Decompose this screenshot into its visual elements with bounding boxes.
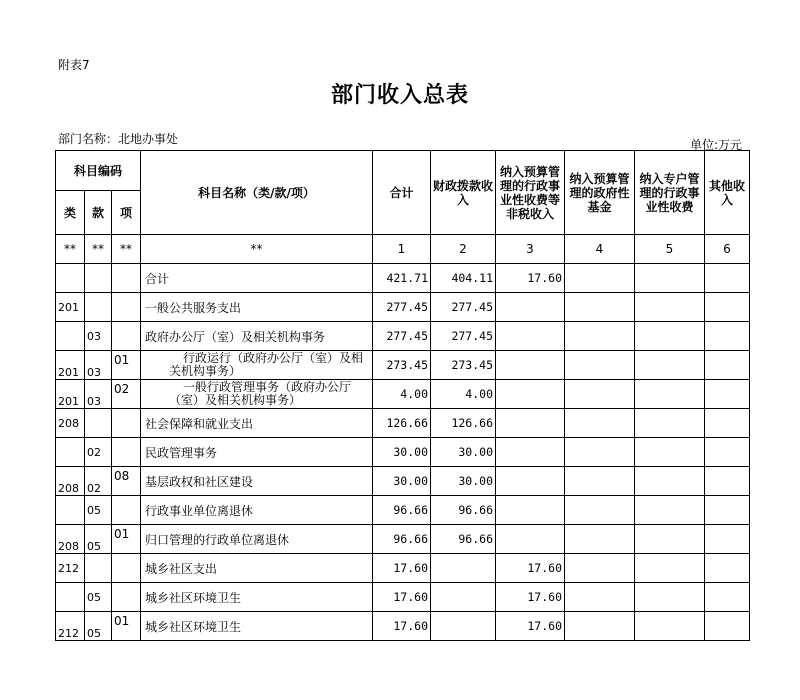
table-row — [56, 293, 750, 322]
cell-total: 30.00 — [373, 438, 431, 467]
cell-gov-fund — [565, 583, 635, 612]
cell-gov-fund — [565, 438, 635, 467]
cell-lei: 201 — [56, 293, 85, 322]
table-row — [56, 496, 750, 525]
cell-special-fee — [635, 612, 705, 641]
cell-special-fee — [635, 293, 705, 322]
cell-special-fee — [635, 554, 705, 583]
cell-total: 17.60 — [373, 554, 431, 583]
cell-other — [705, 554, 750, 583]
cell-other — [705, 496, 750, 525]
cell-xiang — [112, 322, 141, 351]
cell-fiscal — [431, 612, 496, 641]
header-admin-fee: 纳入预算管理的行政事业性收费等非税收入 — [496, 151, 565, 235]
cell-admin-fee: 17.60 — [496, 612, 565, 641]
cell-gov-fund — [565, 467, 635, 496]
cell-total: 30.00 — [373, 467, 431, 496]
cell-fiscal: 4.00 — [431, 380, 496, 409]
index-c5: 5 — [635, 235, 705, 264]
table-row — [56, 525, 750, 554]
cell-total: 277.45 — [373, 322, 431, 351]
table-row — [56, 264, 750, 293]
cell-lei — [56, 583, 85, 612]
report-title: 部门收入总表 — [330, 83, 469, 108]
cell-fiscal: 277.45 — [431, 293, 496, 322]
cell-fiscal — [431, 583, 496, 612]
cell-kuan: 05 — [85, 612, 112, 641]
index-kuan: ** — [85, 235, 112, 264]
department-name: 部门名称：北地办事处 — [58, 132, 179, 146]
cell-special-fee — [635, 496, 705, 525]
cell-gov-fund — [565, 322, 635, 351]
table-row — [56, 322, 750, 351]
cell-lei: 212 — [56, 612, 85, 641]
index-c3: 3 — [496, 235, 565, 264]
cell-total: 96.66 — [373, 525, 431, 554]
cell-gov-fund — [565, 525, 635, 554]
cell-gov-fund — [565, 380, 635, 409]
cell-subject-name: 政府办公厅（室）及相关机构事务 — [141, 322, 373, 351]
cell-subject-name: 归口管理的行政单位离退休 — [141, 525, 373, 554]
cell-kuan: 02 — [85, 438, 112, 467]
table-row — [56, 467, 750, 496]
cell-gov-fund — [565, 293, 635, 322]
header-subject-name: 科目名称（类/款/项） — [141, 151, 373, 235]
cell-lei: 208 — [56, 525, 85, 554]
cell-subject-name: 城乡社区支出 — [141, 554, 373, 583]
cell-admin-fee — [496, 322, 565, 351]
cell-lei — [56, 496, 85, 525]
table-row — [56, 583, 750, 612]
index-c4: 4 — [565, 235, 635, 264]
cell-other — [705, 467, 750, 496]
header-gov-fund: 纳入预算管理的政府性基金 — [565, 151, 635, 235]
cell-lei: 201 — [56, 380, 85, 409]
cell-other — [705, 409, 750, 438]
cell-lei: 212 — [56, 554, 85, 583]
cell-subject-name: 城乡社区环境卫生 — [141, 612, 373, 641]
cell-kuan — [85, 554, 112, 583]
cell-gov-fund — [565, 554, 635, 583]
cell-subject-name: 基层政权和社区建设 — [141, 467, 373, 496]
cell-subject-name: 合计 — [141, 264, 373, 293]
table-body — [56, 264, 750, 641]
header-total: 合计 — [373, 151, 431, 235]
cell-total: 421.71 — [373, 264, 431, 293]
cell-other — [705, 612, 750, 641]
cell-xiang — [112, 583, 141, 612]
cell-kuan: 05 — [85, 525, 112, 554]
table-row — [56, 409, 750, 438]
cell-xiang: 01 — [112, 525, 141, 554]
cell-xiang — [112, 496, 141, 525]
index-name: ** — [141, 235, 373, 264]
cell-xiang: 01 — [112, 612, 141, 641]
cell-fiscal: 96.66 — [431, 496, 496, 525]
cell-admin-fee: 17.60 — [496, 264, 565, 293]
cell-kuan: 03 — [85, 351, 112, 380]
cell-admin-fee — [496, 496, 565, 525]
cell-xiang: 02 — [112, 380, 141, 409]
cell-total: 277.45 — [373, 293, 431, 322]
cell-gov-fund — [565, 409, 635, 438]
header-kuan: 款 — [85, 191, 112, 235]
cell-kuan: 02 — [85, 467, 112, 496]
cell-lei — [56, 438, 85, 467]
cell-fiscal: 277.45 — [431, 322, 496, 351]
cell-xiang: 01 — [112, 351, 141, 380]
cell-admin-fee — [496, 438, 565, 467]
cell-subject-name: 社会保障和就业支出 — [141, 409, 373, 438]
cell-other — [705, 322, 750, 351]
cell-xiang — [112, 438, 141, 467]
table-row — [56, 612, 750, 641]
cell-total: 17.60 — [373, 612, 431, 641]
cell-subject-name: 行政事业单位离退休 — [141, 496, 373, 525]
attachment-label: 附表7 — [58, 58, 90, 72]
cell-total: 273.45 — [373, 351, 431, 380]
cell-fiscal: 273.45 — [431, 351, 496, 380]
index-lei: ** — [56, 235, 85, 264]
header-xiang: 项 — [112, 191, 141, 235]
cell-xiang — [112, 293, 141, 322]
index-c1: 1 — [373, 235, 431, 264]
table-row — [56, 438, 750, 467]
cell-xiang — [112, 409, 141, 438]
header-fiscal: 财政拨款收入 — [431, 151, 496, 235]
cell-lei — [56, 264, 85, 293]
cell-kuan: 05 — [85, 583, 112, 612]
header-other: 其他收入 — [705, 151, 750, 235]
cell-subject-name: 一般公共服务支出 — [141, 293, 373, 322]
cell-lei: 201 — [56, 351, 85, 380]
cell-kuan — [85, 293, 112, 322]
cell-gov-fund — [565, 612, 635, 641]
cell-subject-name: 城乡社区环境卫生 — [141, 583, 373, 612]
cell-other — [705, 583, 750, 612]
cell-fiscal: 404.11 — [431, 264, 496, 293]
cell-special-fee — [635, 467, 705, 496]
cell-subject-name: 一般行政管理事务（政府办公厅（室）及相关机构事务） — [141, 380, 373, 409]
cell-admin-fee — [496, 525, 565, 554]
unit-label: 单位:万元 — [689, 138, 742, 152]
cell-admin-fee — [496, 380, 565, 409]
cell-fiscal — [431, 554, 496, 583]
cell-gov-fund — [565, 496, 635, 525]
table-row — [56, 554, 750, 583]
index-c6: 6 — [705, 235, 750, 264]
cell-kuan: 05 — [85, 496, 112, 525]
cell-special-fee — [635, 438, 705, 467]
cell-fiscal: 126.66 — [431, 409, 496, 438]
table-row — [56, 351, 750, 380]
cell-admin-fee — [496, 351, 565, 380]
index-xiang: ** — [112, 235, 141, 264]
cell-xiang: 08 — [112, 467, 141, 496]
cell-special-fee — [635, 525, 705, 554]
cell-admin-fee: 17.60 — [496, 554, 565, 583]
table-row — [56, 380, 750, 409]
cell-special-fee — [635, 409, 705, 438]
header-special-fee: 纳入专户管理的行政事业性收费 — [635, 151, 705, 235]
cell-total: 96.66 — [373, 496, 431, 525]
cell-kuan: 03 — [85, 380, 112, 409]
cell-lei: 208 — [56, 409, 85, 438]
cell-gov-fund — [565, 351, 635, 380]
cell-special-fee — [635, 380, 705, 409]
cell-special-fee — [635, 322, 705, 351]
cell-fiscal: 30.00 — [431, 438, 496, 467]
cell-subject-name: 行政运行（政府办公厅（室）及相关机构事务） — [141, 351, 373, 380]
cell-total: 126.66 — [373, 409, 431, 438]
cell-other — [705, 351, 750, 380]
cell-total: 17.60 — [373, 583, 431, 612]
cell-special-fee — [635, 351, 705, 380]
cell-other — [705, 264, 750, 293]
cell-admin-fee — [496, 467, 565, 496]
cell-admin-fee — [496, 293, 565, 322]
header-subject-code: 科目编码 — [56, 151, 141, 191]
cell-special-fee — [635, 264, 705, 293]
cell-admin-fee: 17.60 — [496, 583, 565, 612]
cell-xiang — [112, 264, 141, 293]
cell-special-fee — [635, 583, 705, 612]
index-row — [56, 235, 750, 264]
revenue-table — [55, 150, 750, 641]
cell-kuan: 03 — [85, 322, 112, 351]
cell-kuan — [85, 409, 112, 438]
header-lei: 类 — [56, 191, 85, 235]
cell-subject-name: 民政管理事务 — [141, 438, 373, 467]
cell-kuan — [85, 264, 112, 293]
cell-other — [705, 380, 750, 409]
cell-lei: 208 — [56, 467, 85, 496]
cell-xiang — [112, 554, 141, 583]
cell-other — [705, 293, 750, 322]
cell-other — [705, 438, 750, 467]
index-c2: 2 — [431, 235, 496, 264]
cell-lei — [56, 322, 85, 351]
cell-admin-fee — [496, 409, 565, 438]
cell-other — [705, 525, 750, 554]
cell-total: 4.00 — [373, 380, 431, 409]
cell-fiscal: 96.66 — [431, 525, 496, 554]
cell-fiscal: 30.00 — [431, 467, 496, 496]
cell-gov-fund — [565, 264, 635, 293]
